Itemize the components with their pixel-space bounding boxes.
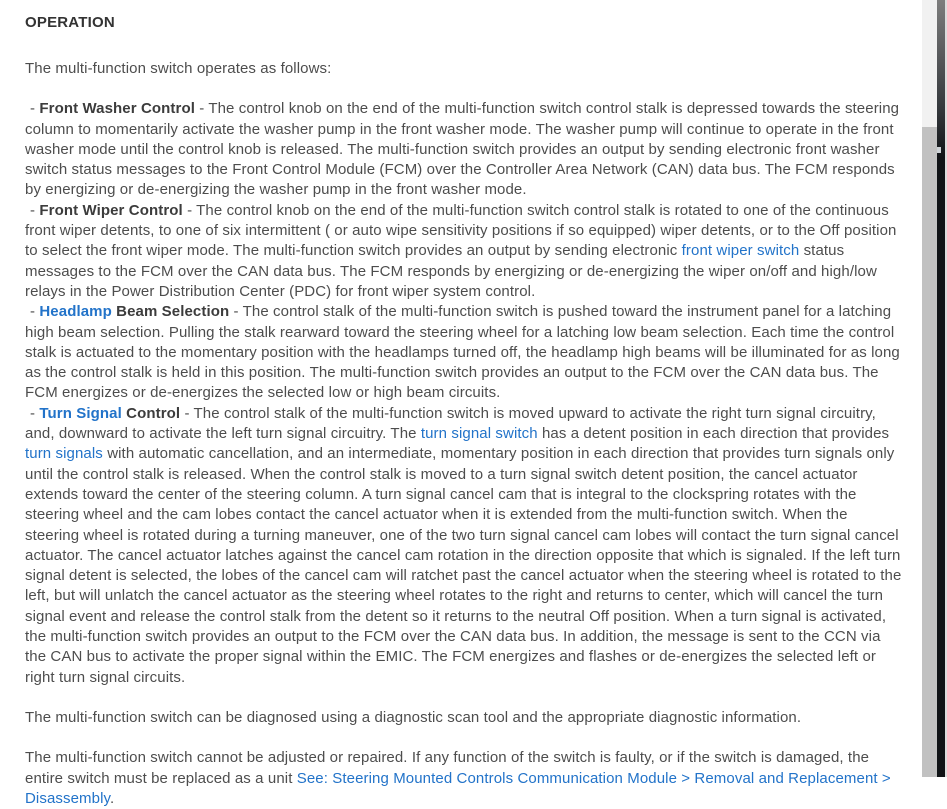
text-run: - The control knob on the end of the multi-function switch control stalk is depressed towards the steering column to momentarily activate the washer pump in the front washer mode. The washer pump will continue to operate in the front washer mode until the control knob is released. The multi-function switch provides an output by sending electronic front washer switch status messages to the Front Control Module (FCM) over the Controller Area Network (CAN) data bus. The FCM responds by energizing or de-energizing the washer pump in the front washer mode. [25,100,900,199]
text-run: - [30,201,40,219]
text-run: - The control stalk of the multi-function switch is pushed toward the instrument panel for a latching high beam selection. Pulling the stalk rearward toward the steering wheel for a latching low beam selection. Each time the control stalk is actuated to the momentary position with the headlamps turned off, the headlamp high beams will be illuminated for as long as the control stalk is held in this position. The multi-function switch provides an output to the FCM over the CAN data bus. The FCM energizes or de-energizes the selected low or high beam circuits. [25,303,900,402]
text-run: . [110,789,115,807]
operation-list [25,99,905,688]
bold-label: Front Washer Control [39,100,195,118]
background-window-edge-highlight [937,147,941,153]
scrollbar-track[interactable] [922,0,937,777]
diagnosis-paragraph [25,708,905,728]
text-run: status messages to the FCM over the CAN data bus. The FCM responds by energizing or de-energizing the wiper on/off and high/low relays in the Power Distribution Center (PDC) for front wiper system control. [25,242,877,300]
bold-label: Front Wiper Control [39,201,183,219]
headlamp-link[interactable]: Headlamp [39,303,112,321]
text-run: - The control stalk of the multi-function switch is moved upward to activate the right turn signal circuitry, and, downward to activate the left turn signal circuitry. The [25,404,876,443]
text-run: - The control knob on the end of the multi-function switch control stalk is rotated to one of the continuous front wiper detents, to one of six intermittent ( or auto wipe sensitivity positions if so equipped) wiper detents, or to the Off position to select the front wiper mode. The multi-function switch provides an output by sending electronic [25,201,897,260]
bold-label: Control [126,404,181,422]
text-run: - [30,100,40,118]
turn-signal-switch-link[interactable]: turn signal switch [420,425,538,443]
text-run: - [30,303,40,321]
intro-paragraph: The multi-function switch operates as follows: [25,60,332,77]
list-item [25,404,905,688]
list-item [25,99,905,200]
front-wiper-switch-link[interactable]: front wiper switch [681,242,800,260]
text-run: with automatic cancellation, and an intermediate, momentary position in each direction that provides turn signals only until the control stalk is released. When the control stalk is moved to a turn signal switch detent position, the cancel actuator extends toward the center of the steering column. A turn signal cancel cam that is integral to the clockspring rotates with the steering wheel and the cam lobes contact the cancel actuator when it is extended from the multi-function switch. When the steering wheel is rotated during a turning maneuver, one of the two turn signal cancel cam lobes will contact the turn signal cancel actuator. The cancel actuator latches against the cancel cam rotation in the direction opposite that which is signaled. If the left turn signal detent is selected, the lobes of the cancel cam will ratchet past the cancel actuator when the steering wheel is rotated to the left, but will unlatch the cancel actuator as the steering wheel rotates to the right and returns to center, which will cancel the turn signal event and release the control stalk from the detent so it returns to the neutral Off position. When a turn signal is activated, the multi-function switch provides an output to the FCM over the CAN data bus. In addition, the message is sent to the CCN via the CAN bus to activate the proper signal within the EMIC. The FCM energizes and flashes or de-energizes the selected left or right turn signal circuits. [25,445,902,686]
text-run: has a detent position in each direction that provides [537,425,890,443]
text-run: The multi-function switch can be diagnosed using a diagnostic scan tool and the appropriate diagnostic information. [25,708,802,726]
turn-signals-link[interactable]: turn signals [25,445,103,463]
text-run: - [30,404,40,422]
see-reference-link[interactable]: See: Steering Mounted Controls Communication Module > Removal and Replacement > Disassembly [25,769,891,807]
bold-label: Beam Selection [116,303,230,321]
replacement-paragraph [25,748,905,809]
scrollbar-thumb[interactable] [922,127,937,777]
text-run: The multi-function switch cannot be adjusted or repaired. If any function of the switch is faulty, or if the switch is damaged, the entire switch must be replaced as a unit [25,749,870,787]
page-title: OPERATION [25,14,115,31]
background-window-edge [937,0,945,777]
list-item [25,302,905,403]
list-item [25,201,905,302]
turn-signal-link[interactable]: Turn Signal [39,404,122,422]
